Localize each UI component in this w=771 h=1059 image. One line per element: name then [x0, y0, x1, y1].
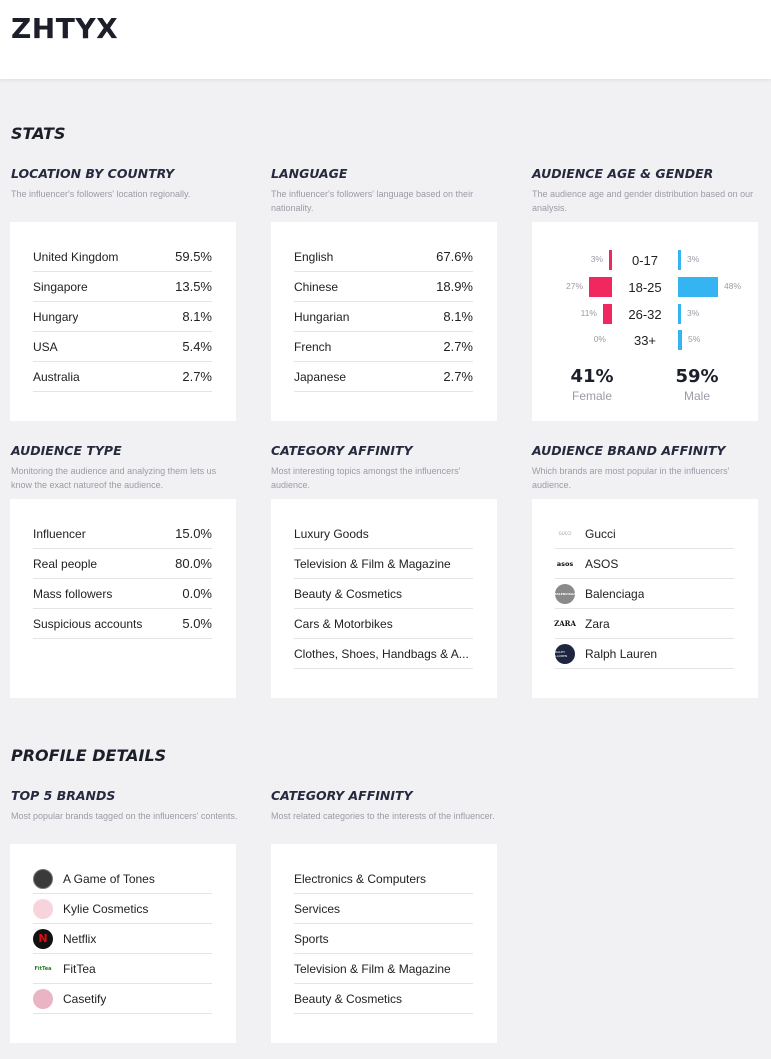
- male-bar: [678, 330, 682, 350]
- profile-category-card: [271, 844, 497, 1043]
- top-brands-title: TOP 5 BRANDS: [11, 788, 116, 803]
- audience-type-card: [10, 499, 236, 698]
- age-row: [532, 250, 758, 272]
- audience-type-label: Real people: [33, 556, 98, 571]
- list-item: [33, 272, 212, 302]
- age-row: [532, 304, 758, 326]
- country-value: 5.4%: [182, 339, 212, 354]
- list-item: [33, 984, 212, 1014]
- country-value: 13.5%: [175, 279, 212, 294]
- category-label: Electronics & Computers: [294, 871, 427, 886]
- male-bar: [678, 250, 681, 270]
- list-item: [294, 984, 473, 1014]
- age-gender-title: AUDIENCE AGE & GENDER: [532, 166, 714, 181]
- list-item: [33, 332, 212, 362]
- age-label: 18-25: [628, 280, 662, 295]
- audience-type-value: 15.0%: [175, 526, 212, 541]
- fittea-logo-icon: FitTea: [33, 959, 53, 979]
- male-percent: 5%: [688, 334, 701, 344]
- top-brands-desc: Most popular brands tagged on the influencers' contents.: [11, 811, 238, 821]
- list-item: [294, 954, 473, 984]
- location-title: LOCATION BY COUNTRY: [11, 166, 175, 181]
- brand-label: Balenciaga: [585, 586, 645, 601]
- country-label: Hungary: [33, 309, 79, 324]
- stats-heading: STATS: [11, 124, 66, 143]
- audience-type-title: AUDIENCE TYPE: [11, 443, 122, 458]
- brand-label: Zara: [585, 616, 610, 631]
- language-label: French: [294, 339, 332, 354]
- age-label: 0-17: [631, 253, 659, 268]
- list-item: [33, 519, 212, 549]
- age-gender-section: [532, 166, 760, 215]
- top-brands-card: [10, 844, 236, 1043]
- asos-logo-icon: asos: [555, 554, 575, 574]
- profile-category-desc: Most related categories to the interests of the influencer.: [271, 811, 495, 821]
- list-item: [33, 864, 212, 894]
- page-header: [0, 0, 771, 79]
- profile-category-section: [271, 788, 499, 837]
- audience-type-value: 80.0%: [175, 556, 212, 571]
- language-card: [271, 222, 497, 421]
- category-label: Beauty & Cosmetics: [294, 586, 403, 601]
- audience-type-label: Mass followers: [33, 586, 113, 601]
- a-game-of-tones-logo-icon: [33, 869, 53, 889]
- country-label: Singapore: [33, 279, 88, 294]
- list-item: [33, 302, 212, 332]
- profile-category-title: CATEGORY AFFINITY: [271, 788, 413, 803]
- location-card: [10, 222, 236, 421]
- list-item: [555, 519, 734, 549]
- language-value: 18.9%: [436, 279, 473, 294]
- language-value: 2.7%: [443, 339, 473, 354]
- age-label: 26-32: [628, 307, 662, 322]
- male-percent: 48%: [724, 281, 742, 291]
- list-item: [294, 302, 473, 332]
- brand-affinity-section: [532, 443, 760, 492]
- list-item: [555, 639, 734, 669]
- list-item: [33, 954, 212, 984]
- category-label: Television & Film & Magazine: [294, 961, 451, 976]
- list-item: [294, 242, 473, 272]
- language-label: Chinese: [294, 279, 339, 294]
- language-title: LANGUAGE: [271, 166, 348, 181]
- category-label: Sports: [294, 931, 329, 946]
- list-item: [294, 864, 473, 894]
- brand-label: Netflix: [63, 931, 97, 946]
- male-bar: [678, 304, 681, 324]
- category-label: Beauty & Cosmetics: [294, 991, 403, 1006]
- male-total-label: Male: [683, 389, 710, 403]
- brand-affinity-card: [532, 499, 758, 698]
- brand-label: Kylie Cosmetics: [63, 901, 149, 916]
- audience-type-desc: Monitoring the audience and analyzing them lets us know the exact natureof the audience.: [11, 466, 217, 490]
- female-percent: 0%: [593, 334, 606, 344]
- list-item: [555, 609, 734, 639]
- female-total-value: 41%: [570, 366, 614, 387]
- category-affinity-title: CATEGORY AFFINITY: [271, 443, 413, 458]
- category-affinity-section: [271, 443, 499, 492]
- brand-affinity-desc: Which brands are most popular in the influencers' audience.: [532, 466, 730, 490]
- location-section: [11, 166, 239, 215]
- age-row: [532, 330, 758, 352]
- list-item: [33, 362, 212, 392]
- male-bar: [678, 277, 718, 297]
- list-item: [33, 549, 212, 579]
- category-label: Cars & Motorbikes: [294, 616, 393, 631]
- female-bar: [589, 277, 612, 297]
- country-label: United Kingdom: [33, 249, 119, 264]
- casetify-logo-icon: [33, 989, 53, 1009]
- list-item: [294, 519, 473, 549]
- brand-label: Casetify: [63, 991, 107, 1006]
- profile-heading: PROFILE DETAILS: [11, 746, 167, 765]
- list-item: [33, 579, 212, 609]
- list-item: [294, 894, 473, 924]
- brand-label: ASOS: [585, 556, 619, 571]
- country-value: 2.7%: [182, 369, 212, 384]
- list-item: [33, 924, 212, 954]
- language-value: 2.7%: [443, 369, 473, 384]
- audience-type-label: Suspicious accounts: [33, 616, 143, 631]
- balenciaga-logo-icon: BALENCIAGA: [555, 584, 575, 604]
- language-label: Hungarian: [294, 309, 350, 324]
- list-item: [294, 609, 473, 639]
- country-label: Australia: [33, 369, 80, 384]
- list-item: [294, 272, 473, 302]
- category-label: Luxury Goods: [294, 526, 369, 541]
- language-section: [271, 166, 499, 215]
- language-desc: The influencer's followers' language based on their nationality.: [271, 189, 474, 213]
- age-gender-desc: The audience age and gender distribution based on our analysis.: [532, 189, 754, 213]
- audience-type-label: Influencer: [33, 526, 86, 541]
- female-total: [562, 366, 622, 403]
- list-item: [294, 549, 473, 579]
- list-item: [33, 609, 212, 639]
- list-item: [33, 242, 212, 272]
- list-item: [555, 549, 734, 579]
- audience-type-value: 5.0%: [182, 616, 212, 631]
- netflix-logo-icon: N: [33, 929, 53, 949]
- language-label: English: [294, 249, 334, 264]
- top-brands-section: [11, 788, 239, 837]
- male-percent: 3%: [687, 254, 700, 264]
- zara-logo-icon: ZARA: [555, 614, 575, 634]
- brand-label: Ralph Lauren: [585, 646, 658, 661]
- female-total-label: Female: [571, 389, 612, 403]
- age-row: [532, 277, 758, 299]
- list-item: [294, 639, 473, 669]
- category-affinity-desc: Most interesting topics amongst the influencers' audience.: [271, 466, 461, 490]
- audience-type-value: 0.0%: [182, 586, 212, 601]
- female-bar: [603, 304, 612, 324]
- list-item: [294, 579, 473, 609]
- country-value: 59.5%: [175, 249, 212, 264]
- female-percent: 27%: [565, 281, 583, 291]
- list-item: [294, 332, 473, 362]
- brand-label: A Game of Tones: [63, 871, 155, 886]
- brand-affinity-title: AUDIENCE BRAND AFFINITY: [532, 443, 726, 458]
- list-item: [555, 579, 734, 609]
- age-gender-card: [532, 222, 758, 421]
- male-percent: 3%: [687, 308, 700, 318]
- language-value: 8.1%: [443, 309, 473, 324]
- category-label: Services: [294, 901, 341, 916]
- country-label: USA: [33, 339, 58, 354]
- brand-label: Gucci: [585, 526, 616, 541]
- list-item: [294, 924, 473, 954]
- language-value: 67.6%: [436, 249, 473, 264]
- category-label: Clothes, Shoes, Handbags & A...: [294, 646, 469, 661]
- list-item: [294, 362, 473, 392]
- age-label: 33+: [633, 333, 657, 348]
- category-label: Television & Film & Magazine: [294, 556, 451, 571]
- male-total: [667, 366, 727, 403]
- country-value: 8.1%: [182, 309, 212, 324]
- male-total-value: 59%: [675, 366, 719, 387]
- audience-type-section: [11, 443, 239, 492]
- female-percent: 3%: [590, 254, 603, 264]
- ralph-lauren-logo-icon: RALPH LAUREN: [555, 644, 575, 664]
- language-label: Japanese: [294, 369, 347, 384]
- location-desc: The influencer's followers' location regionally.: [11, 189, 191, 199]
- female-percent: 11%: [580, 308, 597, 318]
- brand-label: FitTea: [63, 961, 96, 976]
- gucci-logo-icon: GUCCI: [555, 524, 575, 544]
- female-bar: [609, 250, 612, 270]
- category-affinity-card: [271, 499, 497, 698]
- list-item: [33, 894, 212, 924]
- page-title: ZHTYX: [11, 12, 119, 45]
- kylie-cosmetics-logo-icon: [33, 899, 53, 919]
